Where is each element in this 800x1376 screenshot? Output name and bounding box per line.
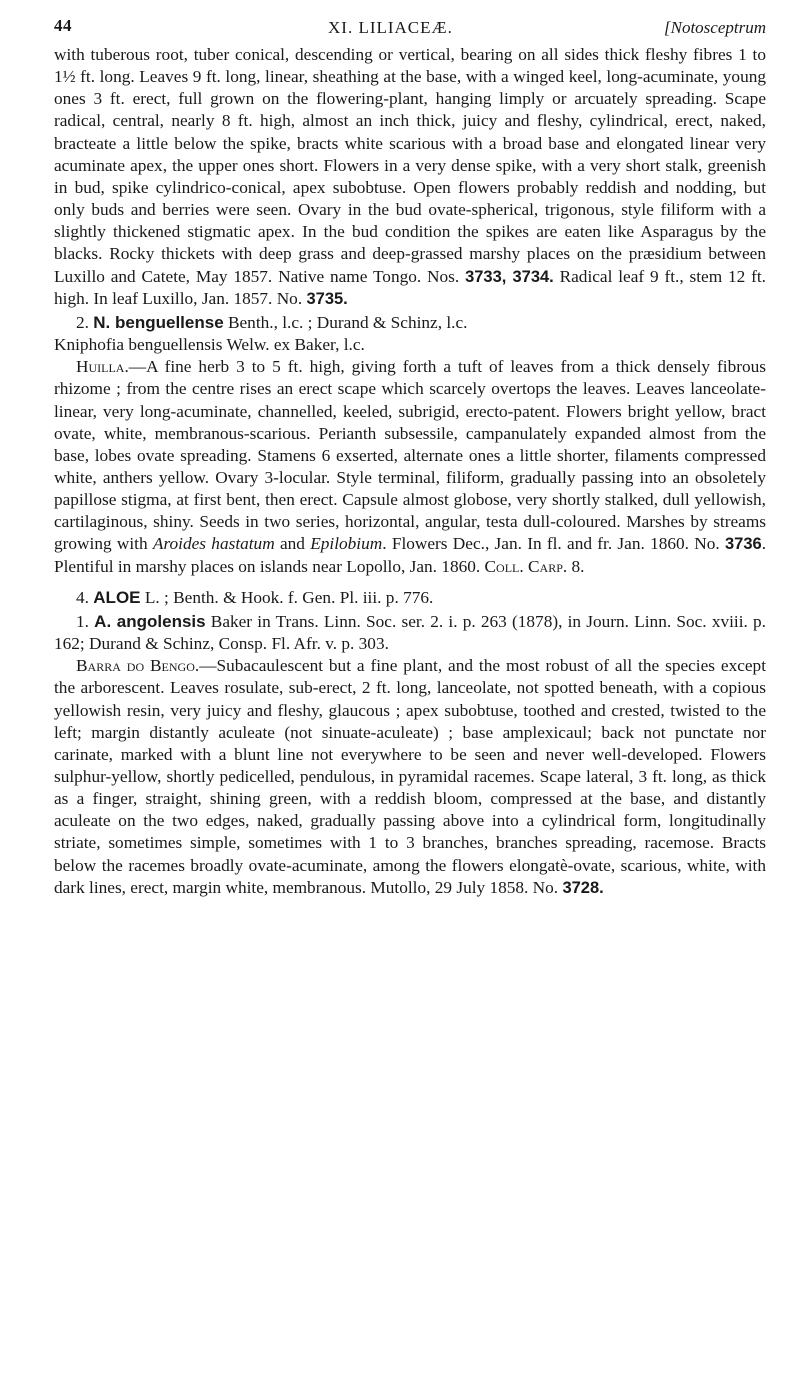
genus-name: ALOE xyxy=(93,587,141,607)
description-text: —Subacaulescent but a fine plant, and the most robust of all the species except the arborescent. Leaves rosulate, sub-erect, 2 ft. long, lanceolate, not spotted beneath, with a copious yellowish resin, very juicy and fleshy, glaucous ; apex subobtuse, toothed and crested, twisted to the left; margin distantly aculeate (not sinuate-aculeate) ; base amplexicaul; back not punctate nor carinate, marked with a blunt line not everywhere to be seen and never well-developed. Flowers sulphur-yellow, shortly pedicelled, pendulous, in pyramidal racemes. Scape lateral, 3 ft. long, as thick as a finger, straight, shining green, with a reddish bloom, compressed at the base, and distantly aculeate on the two edges, naked, gradually passing above into a cylindrical form, longitudinally striate, sometimes simple, sometimes with 1 to 3 branches, branches spreading, racemose. Bracts below the racemes broadly ovate-acuminate, among the flowers elongatè-ovate, scarious, white, with dark lines, erect, margin white, membranous. Mutollo, 29 July 1858. No. xyxy=(54,656,766,897)
plant-name: Epilobium xyxy=(310,534,383,554)
genus-heading xyxy=(54,587,766,609)
plant-name: Aroides hastatum xyxy=(152,534,275,554)
description-paragraph-continued xyxy=(54,44,766,310)
specimen-number: 3735. xyxy=(306,289,348,308)
genus-running-title: [Notosceptrum xyxy=(664,18,766,37)
specimen-number: 3728. xyxy=(562,878,604,897)
species-name: N. benguellense xyxy=(93,312,224,332)
genus-number: 4. xyxy=(76,587,94,607)
species-number: 2. xyxy=(76,312,94,332)
book-page xyxy=(54,10,766,899)
page-number: 44 xyxy=(54,16,72,35)
paragraph-text: with tuberous root, tuber conical, descending or vertical, bearing on all sides thick fleshy fibres 1 to 1½ ft. long. Leaves 9 ft. long, linear, sheathing at the base, with a winged keel, long-acuminate, young ones 3 ft. erect, full grown on the flowering-plant, hanging limply or arcuately spreading. Scape radical, central, nearly 8 ft. high, almost an inch thick, juicy and fleshy, cylindrical, erect, naked, bracteate a little below the spike, bracts white scarious with a broad base and elongated linear very acuminate apex, the upper ones short. Flowers in a very dense spike, with a very short stalk, greenish in bud, spike cylindrico-conical, apex subobtuse. Open flowers probably reddish and nodding, but only buds and berries were seen. Ovary in the bud ovate-spherical, trigonous, style filiform with a slightly thickened stigmatic apex. In the bud condition the spikes are eaten like Asparagus by the blacks. Rocky thickets with deep grass and deep-grassed marshy places on the præsidium between Luxillo and Catete, May 1857. Native name Tongo. Nos. xyxy=(54,45,766,286)
specimen-numbers: 3733, 3734. xyxy=(465,267,554,286)
specimen-number: 3736 xyxy=(724,535,762,554)
connector-text: and xyxy=(274,534,311,554)
description-text: —A fine herb 3 to 5 ft. high, giving forth a tuft of leaves from a thick densely fibrous rhizome ; from the centre rises an erect scape which scarcely overtops the leaves. Leaves lanceolate-linear, very long-acuminate, channelled, keeled, subrigid, erecto-patent. Flowers bright yellow, bract ovate, white, membranous-scarious. Perianth subsessile, campanulately expanded almost from the base, lobes ovate spreading. Stamens 6 exserted, alternate ones a little shorter, filaments compressed white, anthers yellow. Ovary 3-locular. Style terminal, filiform, gradually passing into an obsoletely papillose stigma, at first bent, then erect. Capsule almost globose, very shortly stalked, dull yellowish, cartilaginous, shiny. Seeds in two series, horizontal, angular, testa dull-coloured. Marshes by streams growing with xyxy=(54,357,766,554)
species-authority: Benth., l.c. ; Durand & Schinz, l.c. xyxy=(223,312,468,332)
species-description xyxy=(54,655,766,899)
spacer xyxy=(54,578,766,587)
genus-authority: L. ; Benth. & Hook. f. Gen. Pl. iii. p. 776. xyxy=(140,587,434,607)
species-name: A. angolensis xyxy=(94,611,206,631)
synonym-authority: Welw. ex Baker, l.c. xyxy=(222,335,365,355)
species-heading xyxy=(54,611,766,655)
species-number: 1. xyxy=(76,611,95,631)
synonym-line xyxy=(54,334,766,356)
description-text: . Plentiful in marshy places on islands near Lopollo, Jan. 1860. xyxy=(54,534,767,576)
description-text: . Flowers Dec., Jan. In fl. and fr. Jan. 1860. No. xyxy=(382,534,725,554)
paragraph-text: Radical leaf 9 ft., stem 12 ft. high. In leaf Luxillo, Jan. 1857. No. xyxy=(54,266,767,308)
locality-name: Huilla. xyxy=(76,357,129,377)
species-authority: Baker in Trans. Linn. Soc. ser. 2. i. p. 263 (1878), in Journ. Linn. Soc. xviii. p. 162; Durand & Schinz, Consp. Fl. Afr. v. p. 303. xyxy=(54,611,766,654)
synonym-name: Kniphofia benguellensis xyxy=(54,335,223,355)
locality-name: Barra do Bengo. xyxy=(76,656,200,676)
species-heading xyxy=(54,312,766,334)
running-header xyxy=(54,10,766,44)
collection-reference: Coll. Carp. 8. xyxy=(484,556,585,576)
family-heading: XI. LILIACEÆ. xyxy=(328,18,453,37)
species-description xyxy=(54,356,766,578)
